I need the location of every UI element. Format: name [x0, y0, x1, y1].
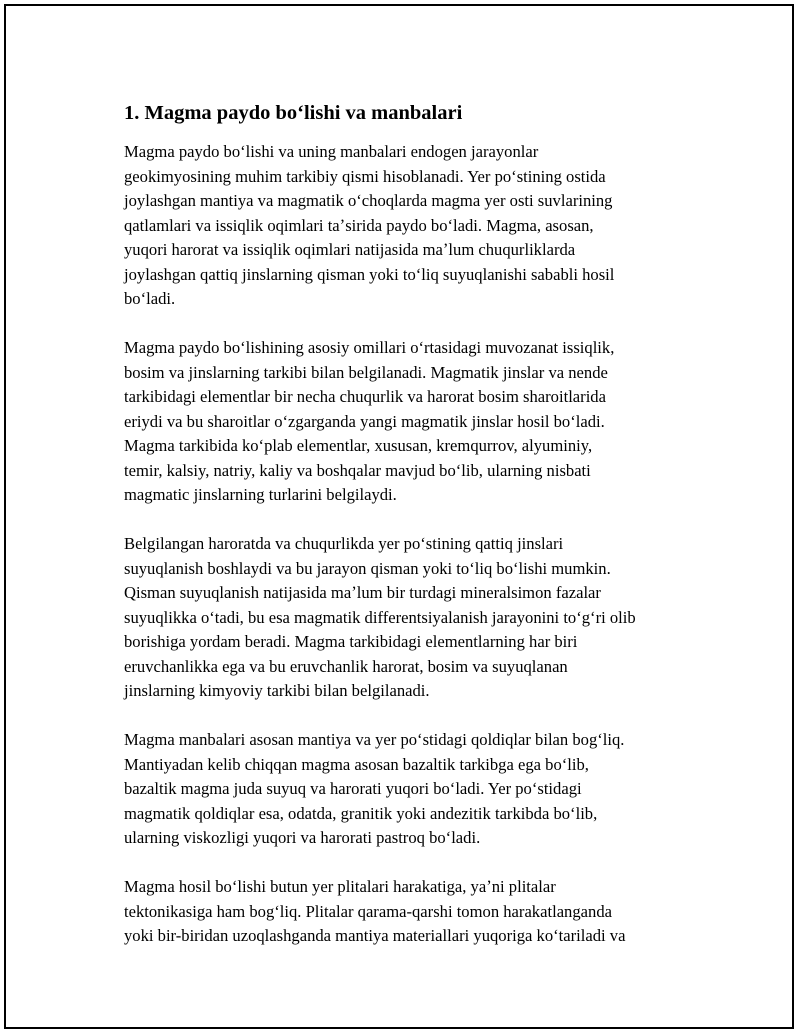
paragraph-3 [124, 532, 704, 704]
paragraph-4 [124, 728, 704, 851]
text-line: temir, kalsiy, natriy, kaliy va boshqalar mavjud boʻlib, ularning nisbati [124, 460, 591, 480]
text-line: Magma manbalari asosan mantiya va yer poʻstidagi qoldiqlar bilan bogʻliq. [124, 730, 625, 749]
document-body [124, 100, 704, 973]
text-line: Magma paydo boʻlishi va uning manbalari endogen jarayonlar [124, 142, 539, 161]
text-line: yuqori harorat va issiqlik oqimlari natijasida maʼlum chuqurliklarda [124, 240, 576, 259]
text-line: geokimyosining muhim tarkibiy qismi hisoblanadi. Yer poʻstining ostida [124, 166, 606, 186]
text-line: eruvchanlikka ega va bu eruvchanlik harorat, bosim va suyuqlanan [124, 656, 568, 676]
text-line: Magma tarkibida koʻplab elementlar, xususan, kremqurrov, alyuminiy, [124, 436, 593, 455]
text-line: suyuqlanish boshlaydi va bu jarayon qisman yoki toʻliq boʻlishi mumkin. [124, 558, 611, 578]
text-line: joylashgan mantiya va magmatik oʻchoqlarda magma yer osti suvlarining [124, 191, 613, 210]
text-line: jinslarning kimyoviy tarkibi bilan belgilanadi. [124, 681, 430, 700]
text-line: tarkibidagi elementlar bir necha chuqurlik va harorat bosim sharoitlarida [124, 387, 606, 406]
paragraph-1 [124, 140, 704, 312]
text-line: magmatic jinslarning turlarini belgilaydi. [124, 485, 397, 504]
text-line: boʻladi. [124, 289, 176, 308]
text-line: ularning viskozligi yuqori va harorati pastroq boʻladi. [124, 828, 481, 847]
text-line: joylashgan qattiq jinslarning qisman yoki toʻliq suyuqlanishi sababli hosil [124, 264, 615, 284]
paragraph-2 [124, 336, 704, 508]
text-line: Magma paydo boʻlishining asosiy omillari oʻrtasidagi muvozanat issiqlik, [124, 338, 615, 357]
text-line: bosim va jinslarning tarkibi bilan belgilanadi. Magmatik jinslar va nende [124, 362, 608, 382]
page-border [4, 4, 794, 1029]
text-line: Magma hosil boʻlishi butun yer plitalari harakatiga, yaʼni plitalar [124, 877, 556, 896]
text-line: Mantiyadan kelib chiqqan magma asosan bazaltik tarkibga ega boʻlib, [124, 754, 589, 774]
text-line: magmatik qoldiqlar esa, odatda, granitik yoki andezitik tarkibda boʻlib, [124, 803, 598, 823]
text-line: tektonikasiga ham bogʻliq. Plitalar qarama-qarshi tomon harakatlanganda [124, 901, 612, 921]
text-line: qatlamlari va issiqlik oqimlari taʼsirida paydo boʻladi. Magma, asosan, [124, 215, 594, 235]
text-line: eriydi va bu sharoitlar oʻzgarganda yangi magmatik jinslar hosil boʻladi. [124, 411, 605, 431]
paragraph-5 [124, 875, 704, 949]
text-line: Belgilangan haroratda va chuqurlikda yer poʻstining qattiq jinslari [124, 534, 564, 553]
text-line: Qisman suyuqlanish natijasida maʼlum bir turdagi mineralsimon fazalar [124, 583, 601, 602]
text-line: bazaltik magma juda suyuq va harorati yuqori boʻladi. Yer poʻstidagi [124, 779, 582, 798]
text-line: suyuqlikka oʻtadi, bu esa magmatik differentsiyalanish jarayonini toʻgʻri olib [124, 607, 636, 627]
text-line: yoki bir-biridan uzoqlashganda mantiya materiallari yuqoriga koʻtariladi va [124, 926, 626, 945]
section-heading: 1. Magma paydo boʻlishi va manbalari [124, 102, 463, 124]
text-line: borishiga yordam beradi. Magma tarkibidagi elementlarning har biri [124, 632, 578, 651]
